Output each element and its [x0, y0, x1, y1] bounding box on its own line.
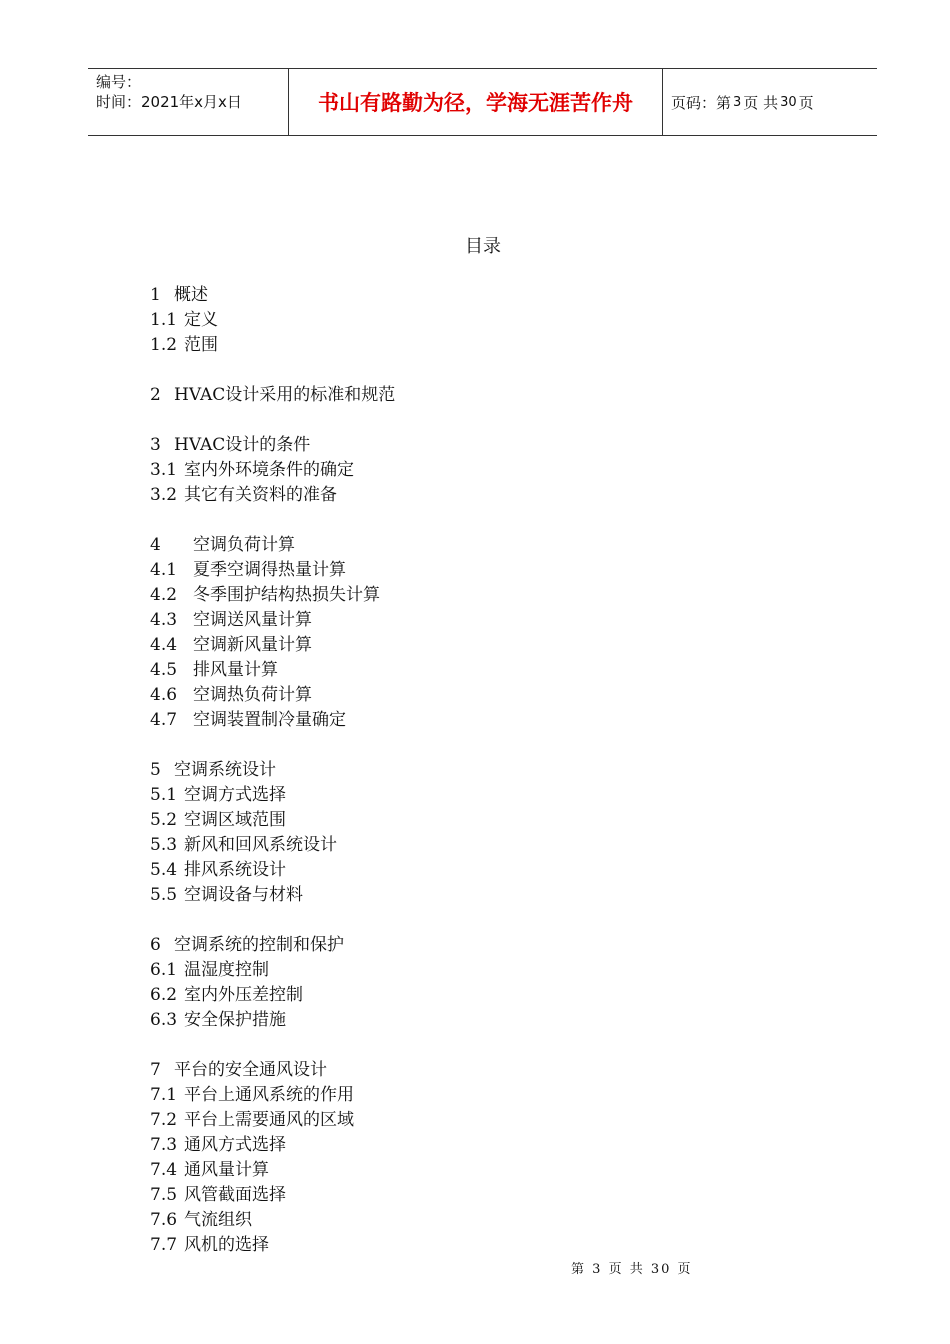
toc-entry	[150, 983, 395, 1008]
toc-entry-number: 6.1	[150, 960, 178, 980]
toc-entry	[150, 1233, 395, 1258]
toc-entry-number: 4.5	[150, 660, 178, 680]
toc-entry-text: 通风方式选择	[184, 1135, 286, 1155]
toc-entry	[150, 1108, 395, 1133]
toc-entry-text: 空调热负荷计算	[193, 685, 312, 705]
toc-entry	[150, 758, 395, 783]
toc-entry-number: 6.2	[150, 985, 178, 1005]
header-page-current: 3	[733, 94, 742, 110]
toc-entry-text: 空调新风量计算	[193, 635, 312, 655]
toc-entry-number: 4.6	[150, 685, 178, 705]
toc-entry-text: 冬季围护结构热损失计算	[193, 585, 380, 605]
toc-entry-text: 平台的安全通风设计	[174, 1060, 327, 1080]
toc-entry-text: 定义	[184, 310, 218, 330]
toc-entry-number: 5	[150, 760, 161, 780]
page-header	[88, 68, 877, 136]
toc-spacer	[150, 508, 395, 533]
document-number-label: 编号：	[96, 73, 142, 91]
page-footer	[571, 1258, 693, 1277]
toc-entry-text: 风机的选择	[184, 1235, 269, 1255]
toc-entry-number: 5.5	[150, 885, 178, 905]
toc-entry-text: 通风量计算	[184, 1160, 269, 1180]
toc-spacer	[150, 733, 395, 758]
toc-entry-text: 空调系统设计	[174, 760, 276, 780]
toc-entry-text: 其它有关资料的准备	[184, 485, 337, 505]
header-page-info	[663, 69, 877, 135]
toc-entry-text: 温湿度控制	[184, 960, 269, 980]
toc-entry-number: 3	[150, 435, 161, 455]
toc-entry-text: 空调负荷计算	[193, 535, 295, 555]
toc-entry-text: HVAC设计的条件	[174, 435, 311, 455]
toc-entry-number: 6.3	[150, 1010, 178, 1030]
toc-entry-number: 4.3	[150, 610, 178, 630]
toc-entry	[150, 483, 395, 508]
toc-entry-text: 风管截面选择	[184, 1185, 286, 1205]
toc-entry	[150, 1158, 395, 1183]
toc-entry-text: 空调系统的控制和保护	[174, 935, 344, 955]
toc-entry-number: 5.3	[150, 835, 178, 855]
header-page-total: 30	[780, 94, 797, 110]
header-page-mid: 页 共	[743, 93, 779, 112]
toc-entry	[150, 608, 395, 633]
document-time-label: 时间：2021年x月x日	[96, 93, 242, 111]
header-meta	[88, 69, 288, 135]
toc-entry	[150, 433, 395, 458]
footer-page-prefix: 第	[571, 1262, 587, 1277]
toc-entry-text: 空调设备与材料	[184, 885, 303, 905]
toc-entry-number: 1.2	[150, 335, 178, 355]
footer-page-suffix: 页	[677, 1262, 693, 1277]
toc-entry-number: 3.2	[150, 485, 178, 505]
footer-page-mid: 页 共	[608, 1262, 645, 1277]
toc-entry	[150, 633, 395, 658]
toc-entry-text: 排风系统设计	[184, 860, 286, 880]
toc-entry-number: 2	[150, 385, 161, 405]
toc-entry	[150, 708, 395, 733]
toc-entry-number: 5.1	[150, 785, 178, 805]
toc-entry-text: 空调送风量计算	[193, 610, 312, 630]
toc-entry-text: 排风量计算	[193, 660, 278, 680]
toc-entry	[150, 933, 395, 958]
toc-entry-text: 空调区域范围	[184, 810, 286, 830]
toc-entry-number: 7.6	[150, 1210, 178, 1230]
toc-entry	[150, 783, 395, 808]
toc-entry	[150, 583, 395, 608]
toc-entry-number: 7	[150, 1060, 161, 1080]
toc-entry	[150, 658, 395, 683]
toc-entry-text: 新风和回风系统设计	[184, 835, 337, 855]
toc-entry-number: 1	[150, 285, 161, 305]
toc-entry-number: 7.1	[150, 1085, 178, 1105]
toc-entry-number: 4	[150, 535, 161, 555]
toc-entry-number: 4.7	[150, 710, 178, 730]
toc-entry-number: 7.2	[150, 1110, 178, 1130]
toc-entry-number: 4.4	[150, 635, 178, 655]
toc-entry	[150, 308, 395, 333]
toc-entry	[150, 833, 395, 858]
footer-page-total: 30	[650, 1262, 672, 1277]
toc-entry	[150, 1058, 395, 1083]
toc-entry-number: 7.3	[150, 1135, 178, 1155]
toc-entry	[150, 883, 395, 908]
header-page-prefix: 页码：第	[671, 93, 732, 112]
toc-entry-text: 安全保护措施	[184, 1010, 286, 1030]
toc-entry-number: 6	[150, 935, 161, 955]
toc-entry	[150, 1133, 395, 1158]
footer-page-current: 3	[592, 1262, 603, 1277]
toc-entry-text: 平台上通风系统的作用	[184, 1085, 354, 1105]
toc-entry	[150, 383, 395, 408]
toc-spacer	[150, 908, 395, 933]
toc-entry	[150, 858, 395, 883]
toc-entry	[150, 1083, 395, 1108]
table-of-contents	[150, 283, 395, 1258]
header-page-suffix: 页	[798, 93, 814, 112]
toc-spacer	[150, 358, 395, 383]
toc-entry	[150, 533, 395, 558]
toc-entry	[150, 1008, 395, 1033]
toc-entry-number: 7.5	[150, 1185, 178, 1205]
toc-spacer	[150, 1033, 395, 1058]
toc-entry	[150, 458, 395, 483]
toc-entry-number: 5.2	[150, 810, 178, 830]
toc-entry	[150, 958, 395, 983]
toc-entry-text: 概述	[174, 285, 208, 305]
toc-entry-text: 平台上需要通风的区域	[184, 1110, 354, 1130]
toc-entry	[150, 683, 395, 708]
toc-entry-text: 空调装置制冷量确定	[193, 710, 346, 730]
toc-spacer	[150, 408, 395, 433]
toc-entry-number: 4.2	[150, 585, 178, 605]
toc-entry-number: 3.1	[150, 460, 178, 480]
toc-entry-text: 夏季空调得热量计算	[193, 560, 346, 580]
toc-title: 目录	[465, 236, 501, 257]
toc-entry-number: 1.1	[150, 310, 178, 330]
toc-entry	[150, 808, 395, 833]
toc-entry-text: 气流组织	[184, 1210, 252, 1230]
toc-entry-text: 范围	[184, 335, 218, 355]
toc-entry	[150, 1183, 395, 1208]
toc-entry-text: HVAC设计采用的标准和规范	[174, 385, 396, 405]
toc-entry	[150, 283, 395, 308]
toc-entry	[150, 333, 395, 358]
header-motto: 书山有路勤为径，学海无涯苦作舟	[288, 69, 663, 135]
toc-entry-number: 5.4	[150, 860, 178, 880]
toc-entry-number: 7.7	[150, 1235, 178, 1255]
toc-entry-text: 空调方式选择	[184, 785, 286, 805]
toc-entry-text: 室内外环境条件的确定	[184, 460, 354, 480]
toc-entry-text: 室内外压差控制	[184, 985, 303, 1005]
toc-entry	[150, 1208, 395, 1233]
toc-entry-number: 7.4	[150, 1160, 178, 1180]
toc-entry-number: 4.1	[150, 560, 178, 580]
toc-entry	[150, 558, 395, 583]
